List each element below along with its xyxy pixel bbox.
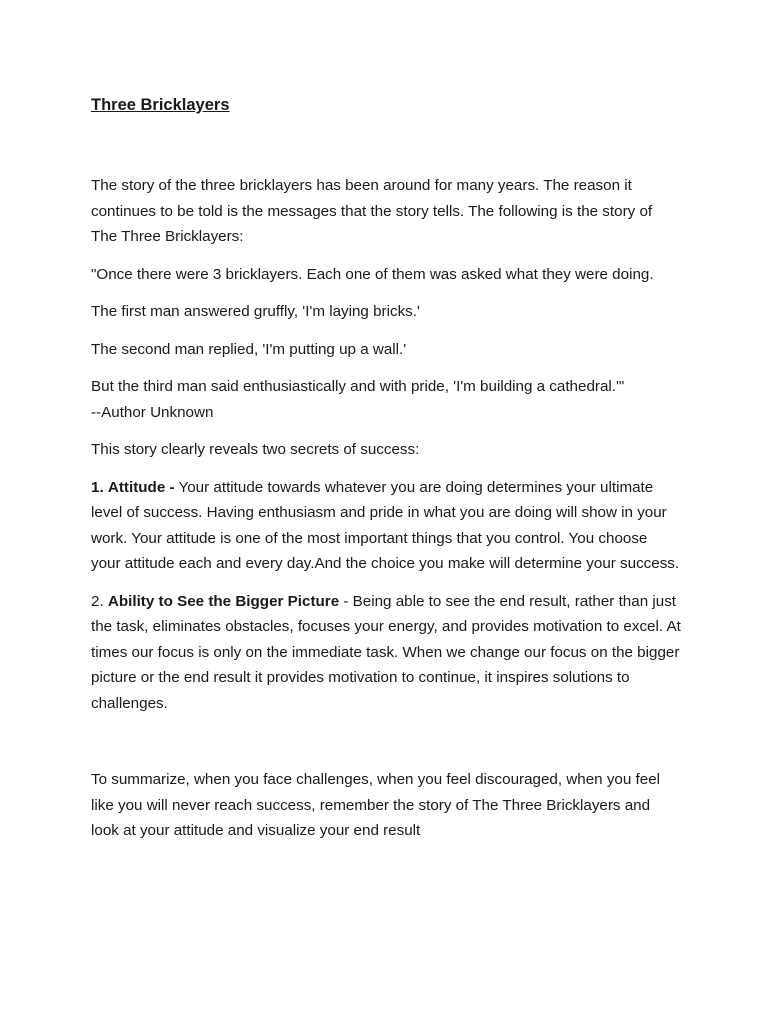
secret-2-paragraph: [91, 589, 681, 717]
first-man-paragraph: The first man answered gruffly, 'I'm laying bricks.': [91, 303, 420, 320]
document-body: [91, 173, 681, 856]
secret-2-text: - Being able to see the end result, rather than just the task, eliminates obstacles, focuses your energy, and provides motivation to excel. At times our focus is only on the immediate task. When we change our focus on the bigger picture or the end result it provides motivation to continue, it inspires solutions to challenges.: [91, 592, 681, 712]
secret-1-paragraph: [91, 475, 681, 577]
secret-1-text: Your attitude towards whatever you are doing determines your ultimate level of success. Having enthusiasm and pride in what you are doing will show in your work. Your attitude is one of the most important things that you control. You choose your attitude each and every day.And the choice you make will determine your success.: [91, 478, 680, 572]
secrets-intro-paragraph: This story clearly reveals two secrets of success:: [91, 441, 420, 458]
secret-2-heading: Ability to See the Bigger Picture: [107, 592, 340, 610]
third-man-quote: But the third man said enthusiastically and with pride, 'I'm building a cathedral.'": [91, 378, 625, 395]
quote-opening-paragraph: "Once there were 3 bricklayers. Each one of them was asked what they were doing.: [91, 265, 654, 283]
intro-paragraph: The story of the three bricklayers has been around for many years. The reason it continues to be told is the messages that the story tells. The following is the story of The Three Bricklayers:: [91, 177, 653, 245]
secret-1-number: 1.: [91, 478, 104, 496]
secret-2-number: 2.: [91, 592, 104, 610]
summary-paragraph: To summarize, when you face challenges, when you feel discouraged, when you feel like you will never reach success, remember the story of The Three Bricklayers and look at your attitude and visualize your end result: [91, 771, 661, 839]
third-man-paragraph: [91, 374, 681, 425]
document-title: Three Bricklayers: [91, 96, 230, 114]
second-man-paragraph: The second man replied, 'I'm putting up a wall.': [91, 340, 407, 358]
author-attribution: --Author Unknown: [91, 403, 214, 421]
secret-1-heading: Attitude -: [107, 478, 175, 496]
